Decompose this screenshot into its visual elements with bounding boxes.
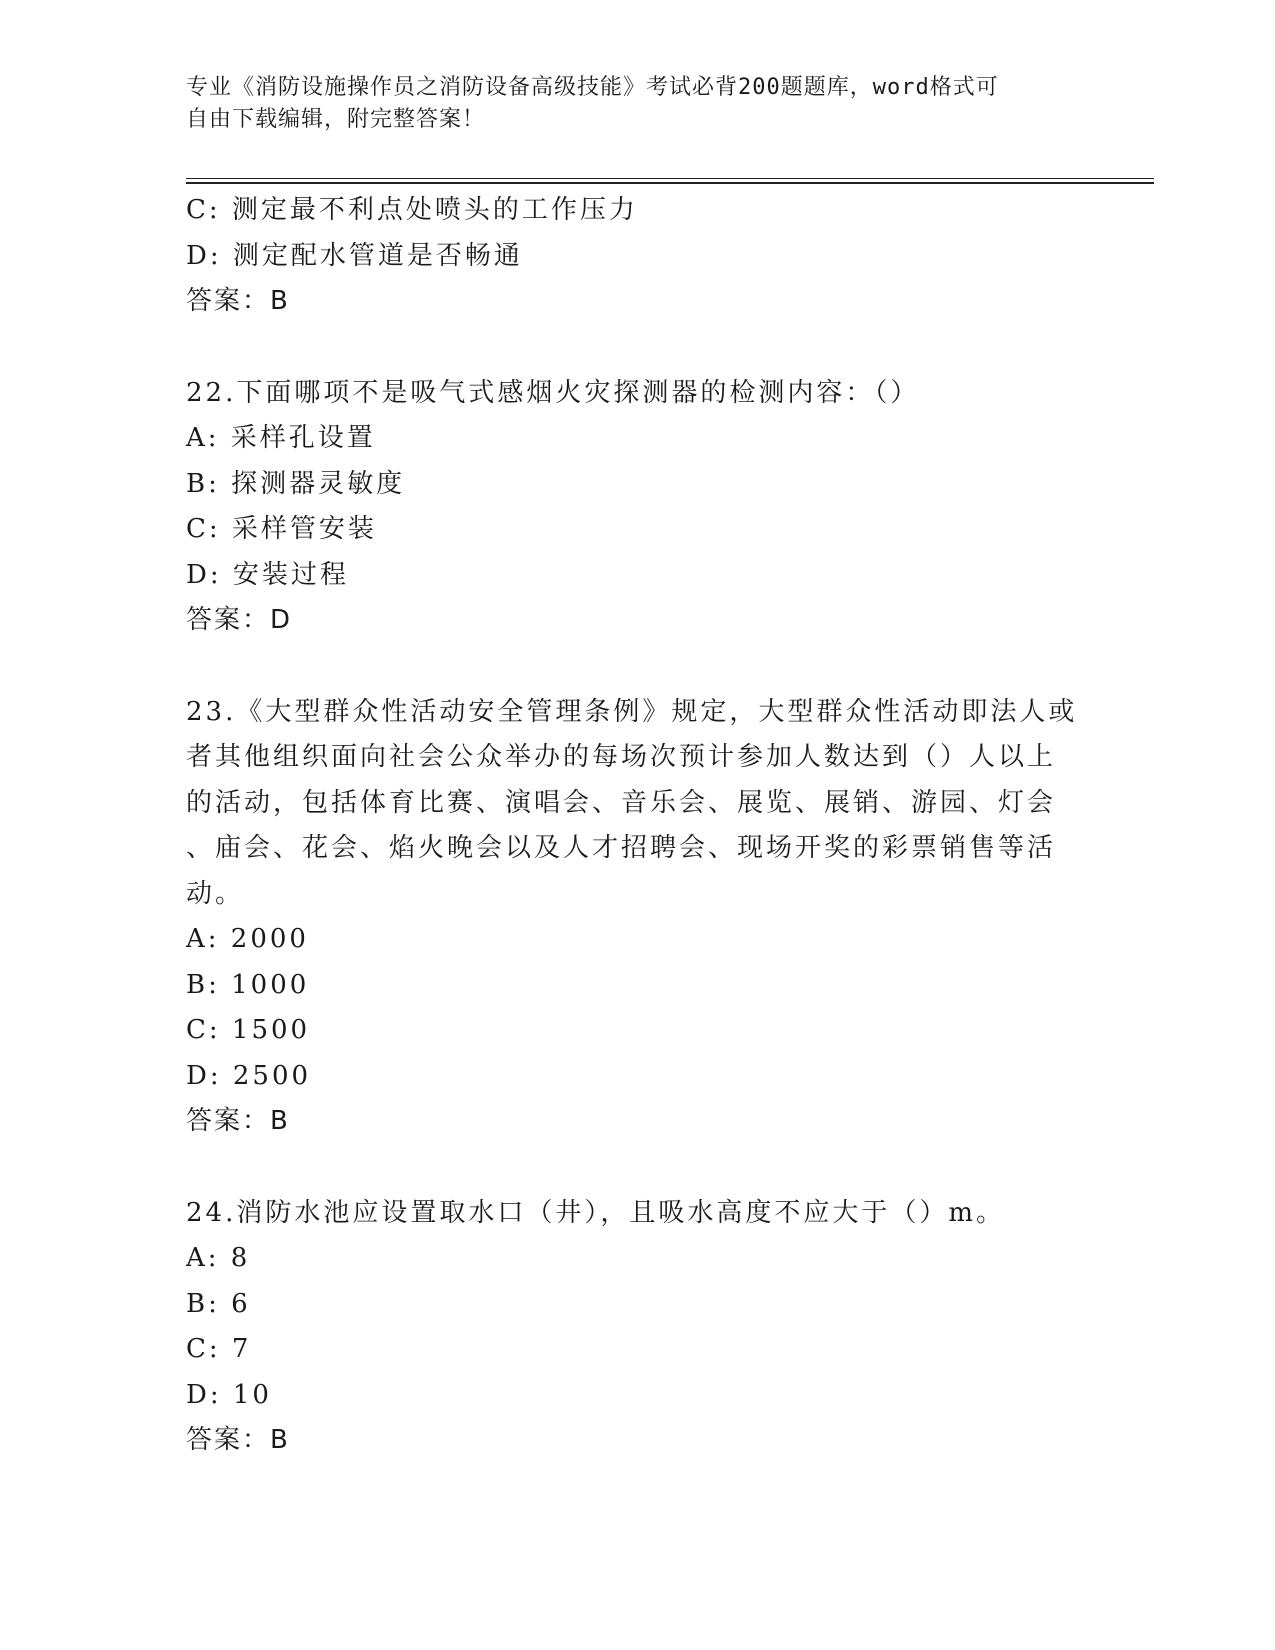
option-d: D: 2500 <box>186 1060 312 1091</box>
question-21 <box>186 188 1086 325</box>
question-text: 22.下面哪项不是吸气式感烟火灾探测器的检测内容：（） <box>186 377 920 408</box>
option-c: C: 测定最不利点处喷头的工作压力 <box>186 195 638 225</box>
header-divider-thin <box>186 178 1154 179</box>
option-c: C: 7 <box>186 1334 252 1364</box>
spacer <box>186 325 1086 371</box>
answer-label: 答案：D <box>186 605 293 635</box>
question-list <box>186 188 1086 1464</box>
option-b: B: 1000 <box>186 969 310 1000</box>
question-text-line-5: 动。 <box>186 878 245 909</box>
option-d: D: 测定配水管道是否畅通 <box>186 240 523 271</box>
option-a: A: 2000 <box>186 924 309 954</box>
option-c: C: 1500 <box>186 1015 311 1045</box>
option-a: A: 8 <box>186 1243 251 1273</box>
answer-label: 答案：B <box>186 1106 290 1136</box>
question-text: 24.消防水池应设置取水口（井），且吸水高度不应大于（）m。 <box>186 1197 1006 1228</box>
document-header <box>186 72 1066 136</box>
option-b: B: 探测器灵敏度 <box>186 468 406 499</box>
option-c: C: 采样管安装 <box>186 514 377 544</box>
option-d: D: 10 <box>186 1379 272 1410</box>
question-text-line-1: 23.《大型群众性活动安全管理条例》规定，大型群众性活动即法人或 <box>186 696 1078 727</box>
question-22 <box>186 371 1086 644</box>
question-text-line-3: 的活动，包括体育比赛、演唱会、音乐会、展览、展销、游园、灯会 <box>186 787 1057 818</box>
option-b: B: 6 <box>186 1288 251 1319</box>
answer-label: 答案：B <box>186 286 290 316</box>
header-line-1: 专业《消防设施操作员之消防设备高级技能》考试必背200题题库，word格式可 <box>186 75 999 100</box>
option-d: D: 安装过程 <box>186 559 349 590</box>
question-text-line-4: 、庙会、花会、焰火晚会以及人才招聘会、现场开奖的彩票销售等活 <box>186 833 1057 863</box>
header-line-2: 自由下载编辑，附完整答案！ <box>186 107 486 132</box>
spacer <box>186 644 1086 690</box>
question-text-line-2: 者其他组织面向社会公众举办的每场次预计参加人数达到（）人以上 <box>186 742 1057 772</box>
answer-label: 答案：B <box>186 1425 290 1455</box>
spacer <box>186 1145 1086 1191</box>
option-a: A: 采样孔设置 <box>186 423 376 453</box>
question-23 <box>186 690 1086 1145</box>
header-divider-thick <box>186 182 1154 184</box>
question-24 <box>186 1191 1086 1464</box>
